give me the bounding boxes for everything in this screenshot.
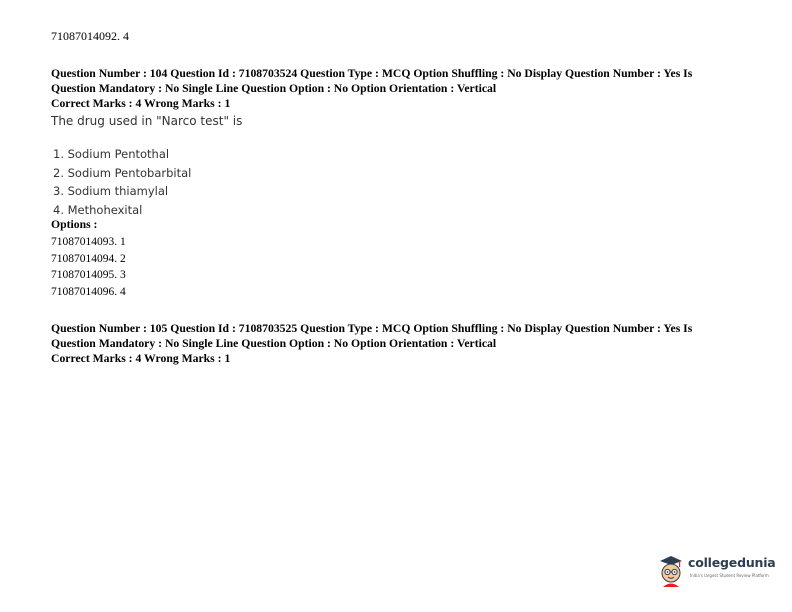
graduate-mascot-icon xyxy=(657,553,685,587)
logo-wordmark: collegedunia xyxy=(688,555,776,570)
option-code: 71087014094. 2 xyxy=(51,252,126,265)
collegedunia-logo xyxy=(657,552,776,588)
question-105-meta xyxy=(51,321,731,366)
prev-option-code: 71087014092. 4 xyxy=(51,29,129,43)
question-104-meta xyxy=(51,66,731,111)
question-marks: Correct Marks : 4 Wrong Marks : 1 xyxy=(51,352,231,365)
option-code: 71087014096. 4 xyxy=(51,286,126,299)
question-meta-line: Question Mandatory : No Single Line Question Option : No Option Orientation : Vertical xyxy=(51,337,497,350)
options-label: Options : xyxy=(51,218,98,231)
option-code: 71087014095. 3 xyxy=(51,269,126,282)
option-code: 71087014093. 1 xyxy=(51,236,126,248)
choice-item: 1. Sodium Pentothal xyxy=(53,147,170,161)
question-meta-line: Question Mandatory : No Single Line Question Option : No Option Orientation : Vertical xyxy=(51,82,497,95)
question-marks: Correct Marks : 4 Wrong Marks : 1 xyxy=(51,97,231,110)
question-meta-line: Question Number : 105 Question Id : 7108703525 Question Type : MCQ Option Shuffling : No Display Question Number : Yes Is xyxy=(51,322,693,335)
question-104-text: The drug used in "Narco test" is xyxy=(51,114,243,128)
question-meta-line: Question Number : 104 Question Id : 7108703524 Question Type : MCQ Option Shuffling : No Display Question Number : Yes Is xyxy=(51,67,693,80)
question-104-option-codes xyxy=(51,234,126,301)
choice-item: 3. Sodium thiamylal xyxy=(53,184,169,198)
choice-item: 4. Methohexital xyxy=(53,202,143,217)
choice-item: 2. Sodium Pentobarbital xyxy=(53,165,192,180)
logo-tagline: India's largest Student Review Platform xyxy=(690,573,769,578)
question-104-choices xyxy=(53,145,191,219)
